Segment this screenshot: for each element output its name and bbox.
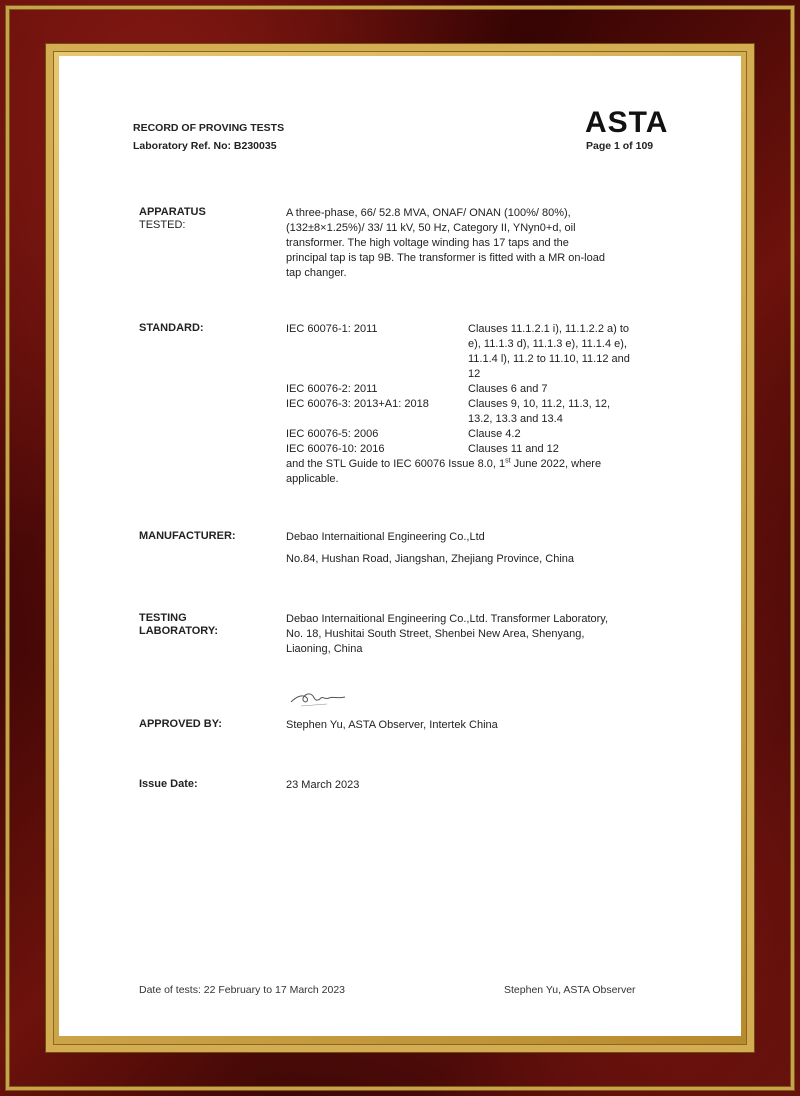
apparatus-description: A three-phase, 66/ 52.8 MVA, ONAF/ ONAN (100%/ 80%), (132±8×1.25%)/ 33/ 11 kV, 50 Hz, Category II, YNyn0+d, oil transformer. The high voltage winding has 17 taps and the principal tap is tap 9B. The transformer is fitted with a MR on-load tap changer.	[286, 207, 605, 279]
test-dates: Date of tests: 22 February to 17 March 2023	[139, 984, 346, 996]
standard-row: IEC 60076-10: 2016 Clauses 11 and 12	[286, 443, 559, 455]
issue-date-value: 23 March 2023	[286, 779, 360, 791]
apparatus-label: APPARATUS TESTED:	[139, 206, 206, 231]
page-number: Page 1 of 109	[586, 140, 654, 152]
testing-lab-label: TESTING LABORATORY:	[139, 612, 219, 637]
issue-date-label: Issue Date:	[139, 778, 198, 790]
standard-row: IEC 60076-3: 2013+A1: 2018 Clauses 9, 10, 11.2, 11.3, 12, 13.2, 13.3 and 13.4	[286, 398, 611, 425]
standard-row: IEC 60076-2: 2011 Clauses 6 and 7	[286, 383, 548, 395]
standard-row: IEC 60076-1: 2011 Clauses 11.1.2.1 i), 11.1.2.2 a) to e), 11.1.3 d), 11.1.3 e), 11.1.4 e), 11.1.4 l), 11.2 to 11.10, 11.12 and 12	[286, 323, 630, 380]
asta-logo: ASTA	[585, 106, 669, 139]
record-title: RECORD OF PROVING TESTS	[133, 122, 285, 134]
footer-observer: Stephen Yu, ASTA Observer	[504, 984, 636, 996]
signature-image	[287, 686, 349, 710]
lab-ref: Laboratory Ref. No: B230035	[133, 140, 277, 152]
manufacturer-name: Debao Internaitional Engineering Co.,Ltd	[286, 531, 485, 543]
manufacturer-address: No.84, Hushan Road, Jiangshan, Zhejiang Province, China	[286, 553, 575, 565]
approved-by-label: APPROVED BY:	[139, 718, 222, 730]
approved-by-value: Stephen Yu, ASTA Observer, Intertek China	[286, 719, 498, 731]
certificate-page	[59, 56, 741, 1036]
manufacturer-label: MANUFACTURER:	[139, 530, 236, 542]
stl-guide-note: and the STL Guide to IEC 60076 Issue 8.0, 1st June 2022, where	[286, 457, 602, 470]
standard-table: IEC 60076-1: 2011 Clauses 11.1.2.1 i), 11.1.2.2 a) to e), 11.1.3 d), 11.1.3 e), 11.1.4 e), 11.1.4 l), 11.2 to 11.10, 11.12 and 12 IEC 60076-2: 2011 Clauses 6 and 7 IEC 60076-3: 2013+A1: 2018 Clauses 9, 10, 11.2, 11.3, 12, 13.2, 13.3 and 13.4 IEC 60076-5: 2006 Clause 4.2 IEC 60076-10: 2016 Clauses 11 and 12 and the STL Guide to IEC 60076 Issue 8.0, 1st June 2022, where applicable.	[286, 322, 706, 487]
testing-lab-address: Debao Internaitional Engineering Co.,Ltd. Transformer Laboratory, No. 18, Hushitai South Street, Shenbei New Area, Shenyang, Liaoning, China	[286, 613, 609, 655]
standard-label: STANDARD:	[139, 322, 204, 334]
standard-row: IEC 60076-5: 2006 Clause 4.2	[286, 428, 521, 440]
